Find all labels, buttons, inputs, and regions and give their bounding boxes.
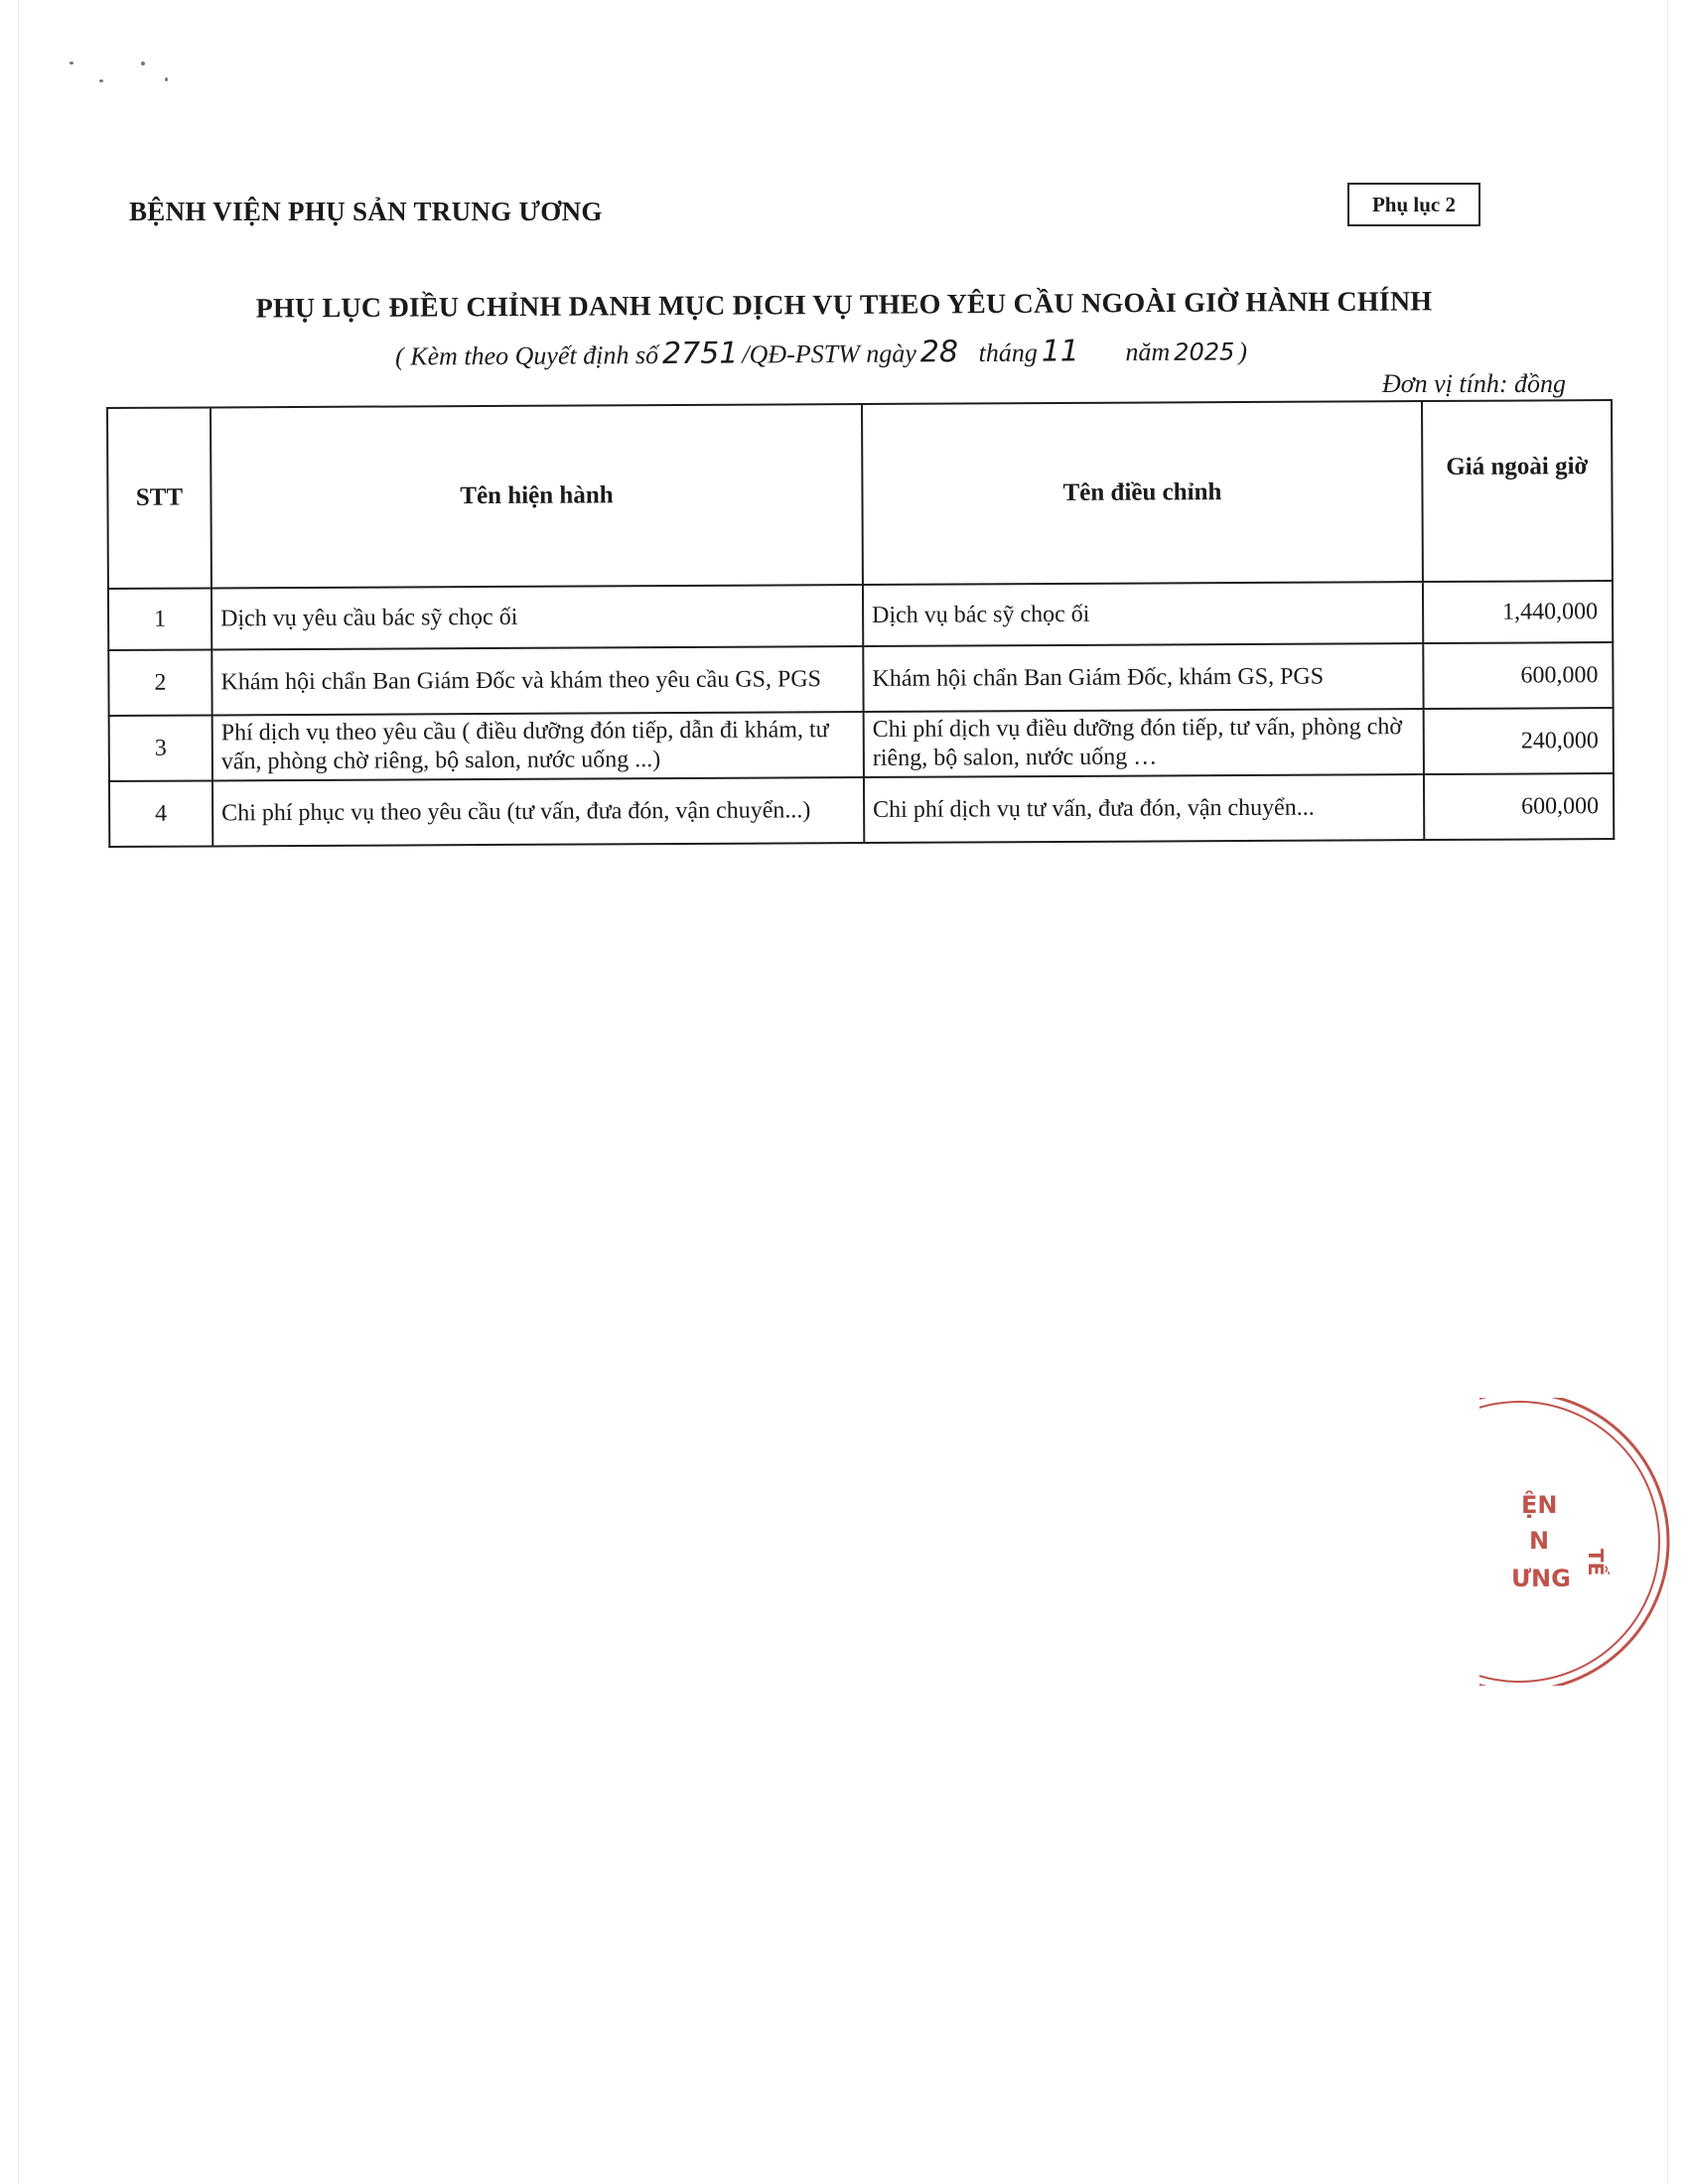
decision-prefix: ( Kèm theo Quyết định số	[394, 341, 659, 371]
seal-outer-ring	[1479, 1398, 1668, 1686]
decision-suffix: /QĐ-PSTW ngày	[742, 339, 916, 369]
table-row	[108, 642, 1613, 716]
currency-unit-label: Đơn vị tính: đồng	[1382, 369, 1567, 398]
row-stt: 3	[109, 715, 212, 781]
handwritten-day: 28	[919, 335, 959, 370]
row-price: 1,440,000	[1423, 581, 1613, 643]
scan-speck	[165, 77, 168, 81]
row-price: 240,000	[1424, 708, 1614, 774]
table-row	[108, 581, 1613, 650]
annex-label: Phụ lục 2	[1347, 183, 1480, 226]
row-current-name: Khám hội chẩn Ban Giám Đốc và khám theo yêu cầu GS, PGS	[211, 646, 863, 715]
page-border	[18, 0, 1668, 2184]
seal-svg	[1479, 1398, 1688, 1686]
row-stt: 1	[108, 588, 211, 650]
row-adjusted-name: Chi phí dịch vụ điều dưỡng đón tiếp, tư vấn, phòng chờ riêng, bộ salon, nước uống …	[864, 709, 1424, 777]
seal-text: ƯNG	[1511, 1565, 1571, 1592]
row-current-name: Chi phí phục vụ theo yêu cầu (tư vấn, đưa đón, vận chuyển...)	[212, 777, 864, 846]
handwritten-decision-number: 2751	[661, 336, 739, 371]
month-label: tháng	[978, 338, 1038, 368]
row-adjusted-name: Chi phí dịch vụ tư vấn, đưa đón, vận chuyển...	[864, 774, 1424, 843]
scan-speck	[141, 62, 145, 66]
row-price: 600,000	[1423, 642, 1613, 709]
row-adjusted-name: Khám hội chẩn Ban Giám Đốc, khám GS, PGS	[863, 643, 1423, 712]
column-header-current-name: Tên hiện hành	[211, 404, 863, 588]
seal-text: ỆN	[1521, 1491, 1558, 1519]
hospital-name: BỆNH VIỆN PHỤ SẢN TRUNG ƯƠNG	[129, 197, 603, 226]
row-price: 600,000	[1424, 773, 1614, 840]
seal-text: TẾ	[1584, 1549, 1608, 1576]
row-stt: 2	[108, 649, 211, 716]
table-row	[109, 708, 1614, 781]
table-header-row	[107, 400, 1613, 589]
scan-speck	[70, 62, 73, 65]
decision-reference	[395, 333, 1247, 372]
column-header-price: Giá ngoài giờ	[1422, 400, 1613, 582]
handwritten-year: 2025	[1174, 338, 1235, 366]
seal-text: N	[1529, 1527, 1550, 1555]
row-current-name: Dịch vụ yêu cầu bác sỹ chọc ối	[211, 585, 863, 649]
year-label: năm	[1125, 337, 1171, 367]
service-price-table	[106, 399, 1615, 848]
decision-close: )	[1238, 337, 1248, 366]
document-title: PHỤ LỤC ĐIỀU CHỈNH DANH MỤC DỊCH VỤ THEO YÊU CẦU NGOÀI GIỜ HÀNH CHÍNH	[255, 286, 1433, 325]
official-seal-stamp	[1479, 1398, 1688, 1686]
column-header-adjusted-name: Tên điều chỉnh	[862, 401, 1423, 585]
handwritten-month: 11	[1041, 334, 1080, 369]
scan-speck	[99, 79, 103, 82]
column-header-stt: STT	[107, 407, 211, 589]
row-stt: 4	[109, 780, 212, 847]
row-current-name: Phí dịch vụ theo yêu cầu ( điều dưỡng đón tiếp, dẫn đi khám, tư vấn, phòng chờ riêng, bộ salon, nước uống ...)	[212, 712, 864, 780]
row-adjusted-name: Dịch vụ bác sỹ chọc ối	[863, 582, 1423, 646]
table-row	[109, 773, 1614, 847]
